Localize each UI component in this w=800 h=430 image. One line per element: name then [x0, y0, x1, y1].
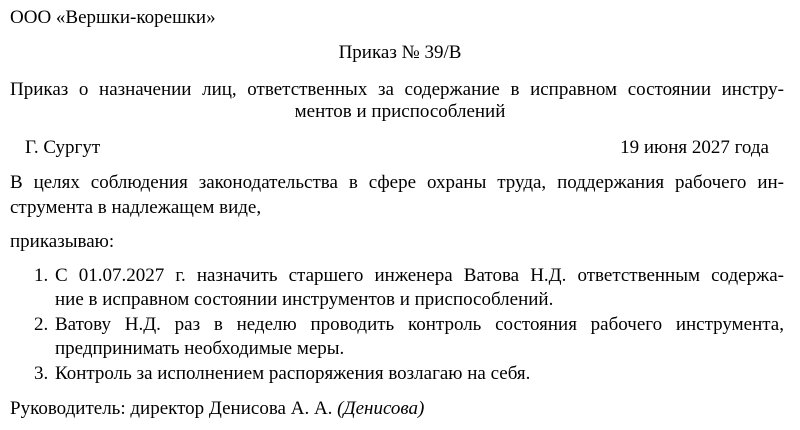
list-item-text-line-2: предпринимать необходимые меры.	[55, 338, 345, 359]
order-title-line-1: Приказ о назначении лиц, ответственных за содержание в исправном состоянии инстру-	[10, 79, 784, 100]
preamble-line-2: струмента в надлежащем виде,	[10, 197, 262, 218]
city: Г. Сургут	[25, 137, 101, 158]
list-item-text-line-1: Контроль за исполнением распоряжения возлагаю на себя.	[55, 363, 531, 384]
list-item-text-line-1: С 01.07.2027 г. назначить старшего инженера Ватова Н.Д. ответственным содержа-	[55, 265, 784, 286]
list-item-number: 3.	[34, 363, 49, 384]
list-item-number: 2.	[34, 314, 49, 335]
order-date: 19 июня 2027 года	[620, 137, 769, 158]
signature-name: (Денисова)	[337, 398, 425, 419]
organization-name: ООО «Вершки-корешки»	[10, 7, 216, 28]
list-item-number: 1.	[34, 265, 49, 286]
preamble-line-1: В целях соблюдения законодательства в сфере охраны труда, поддержания рабочего ин-	[10, 172, 784, 193]
signature-line	[10, 398, 424, 420]
signature-label: Руководитель: директор Денисова А. А.	[10, 398, 333, 419]
order-number: Приказ № 39/В	[338, 42, 462, 63]
order-title-line-2: ментов и приспособлений	[294, 101, 506, 122]
order-word: приказываю:	[10, 231, 115, 252]
list-item-text-line-1: Ватову Н.Д. раз в неделю проводить контроль состояния рабочего инструмента,	[55, 314, 784, 335]
list-item-text-line-2: ние в исправном состоянии инструментов и приспособлений.	[55, 289, 554, 310]
